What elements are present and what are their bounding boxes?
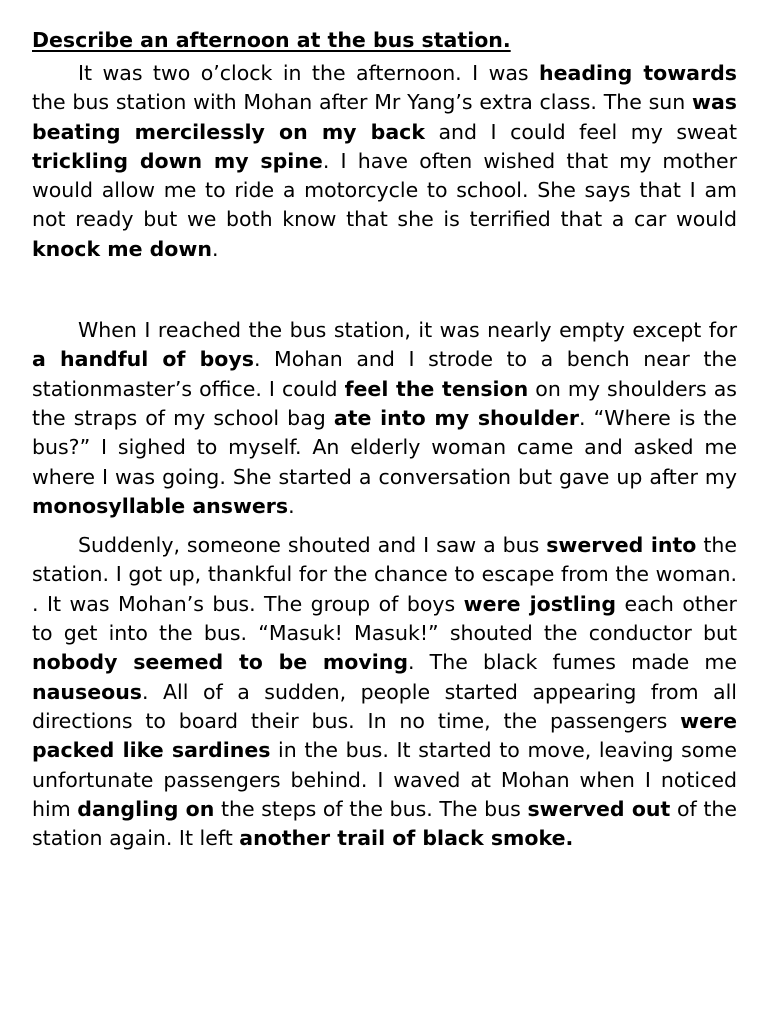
text-run: Suddenly, someone shouted and I saw a bus xyxy=(78,533,547,558)
bold-phrase: were jostling xyxy=(463,591,617,616)
text-run: the bus station with Mohan after Mr Yang’s extra class. The sun xyxy=(32,90,693,115)
bold-phrase: nauseous xyxy=(32,679,143,704)
bold-phrase: nobody seemed to be moving xyxy=(32,650,409,675)
bold-phrase: another trail of black smoke. xyxy=(239,826,574,851)
bold-phrase: was beating mercilessly on my back xyxy=(32,90,737,144)
text-run: . xyxy=(211,236,219,261)
bold-phrase: trickling down my spine xyxy=(32,148,323,173)
text-run: . The black fumes made me xyxy=(408,650,737,675)
bold-phrase: swerved into xyxy=(546,533,697,558)
bold-phrase: dangling on xyxy=(77,796,215,821)
text-run: of the station again. It left xyxy=(32,796,737,851)
text-run: and I could feel my sweat xyxy=(424,119,737,144)
essay-body xyxy=(32,59,737,853)
paragraph xyxy=(32,531,737,853)
bold-phrase: ate into my shoulder xyxy=(333,405,580,430)
bold-phrase: feel the tension xyxy=(344,376,529,401)
text-run: It was two o’clock in the afternoon. I was xyxy=(78,61,540,85)
text-run: the station. I got up, thankful for the chance to escape from the woman. . It was Mohan’s bus. The group of boys xyxy=(32,533,737,616)
bold-phrase: were packed like sardines xyxy=(32,708,737,763)
paragraph xyxy=(32,59,737,264)
text-run: the steps of the bus. The bus xyxy=(214,796,528,821)
document-page xyxy=(32,26,737,853)
text-run: . I have often wished that my mother would allow me to ride a motorcycle to school. She says that I am not ready but we both know that she is terrified that a car would xyxy=(32,148,738,232)
paragraph xyxy=(32,316,737,521)
bold-phrase: heading towards xyxy=(539,61,737,85)
text-run: . “Where is the bus?” I sighed to myself. An elderly woman came and asked me where I was going. She started a conversation but gave up after my xyxy=(32,405,737,489)
text-run: . Mohan and I strode to a bench near the stationmaster’s office. I could xyxy=(32,347,737,401)
bold-phrase: monosyllable answers xyxy=(32,493,289,518)
text-run: on my shoulders as the straps of my school bag xyxy=(32,376,737,430)
essay-title: Describe an afternoon at the bus station. xyxy=(32,28,511,52)
text-run: in the bus. It started to move, leaving some unfortunate passengers behind. I waved at Mohan when I noticed him xyxy=(32,738,737,821)
bold-phrase: a handful of boys xyxy=(32,347,254,372)
text-run: each other to get into the bus. “Masuk! Masuk!” shouted the conductor but xyxy=(32,591,737,646)
text-run: . All of a sudden, people started appearing from all directions to board their bus. In no time, the passengers xyxy=(32,679,737,733)
bold-phrase: knock me down xyxy=(32,236,212,261)
text-run: . xyxy=(288,493,295,518)
bold-phrase: swerved out xyxy=(527,796,671,821)
text-run: When I reached the bus station, it was nearly empty except for xyxy=(78,318,737,343)
